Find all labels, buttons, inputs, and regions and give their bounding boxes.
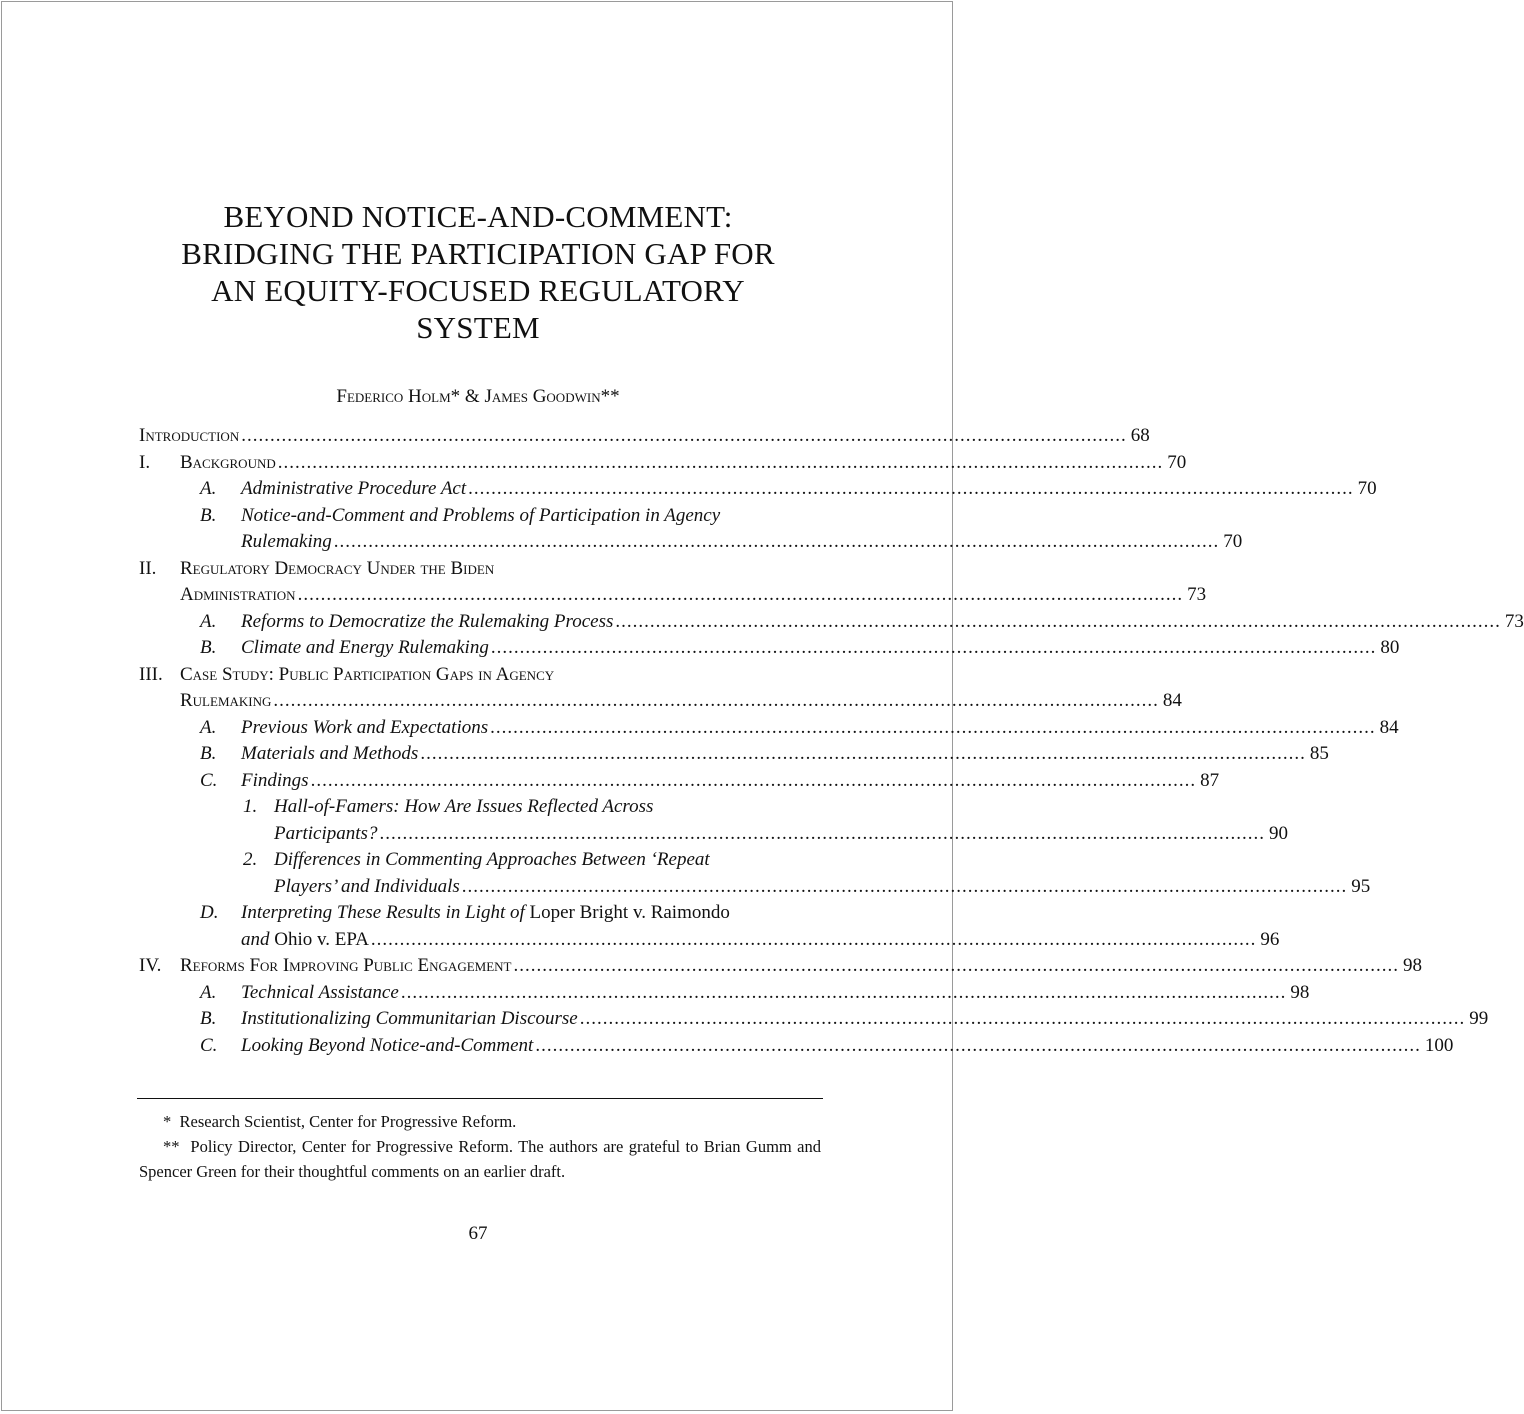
toc-leader: .......................................................................................................................................................... (297, 584, 1184, 605)
toc-entry-title: Reforms For Improving Public Engagement (180, 955, 512, 976)
toc-page-number: 68 (1130, 425, 1150, 446)
toc-entry (139, 715, 1399, 742)
toc-entry-continuation (139, 927, 1280, 954)
footnote-text: Research Scientist, Center for Progressive Reform. (179, 1112, 517, 1131)
toc-entry-title: Materials and Methods (241, 743, 419, 764)
toc-page-number: 70 (1357, 478, 1377, 499)
case-name: Ohio v. EPA (274, 928, 369, 950)
toc-entry-continuation (139, 582, 1207, 609)
toc-entry-number: A. (200, 716, 217, 738)
toc-entry (139, 450, 1187, 477)
table-of-contents (139, 423, 1524, 1059)
toc-entry (139, 794, 821, 821)
toc-leader: .......................................................................................................................................................... (490, 716, 1376, 738)
toc-page-number: 73 (1187, 584, 1207, 605)
toc-entry-title: Climate and Energy Rulemaking (241, 637, 489, 658)
page-number: 67 (468, 1223, 488, 1244)
toc-page-number: 84 (1379, 716, 1399, 738)
toc-entry-number: C. (200, 769, 218, 791)
toc-entry-title: Administrative Procedure Act (241, 478, 467, 499)
title-line: BEYOND NOTICE-AND-COMMENT: (223, 199, 733, 234)
toc-entry-title: Rulemaking (241, 531, 332, 552)
toc-entry-number: 2. (243, 849, 258, 870)
toc-entry-number: A. (200, 478, 217, 499)
toc-page-number: 90 (1268, 822, 1288, 844)
footnote-mark: * (163, 1112, 172, 1131)
toc-entry-title: Hall-of-Famers: How Are Issues Reflected Across (274, 796, 654, 817)
toc-leader: .......................................................................................................................................................... (400, 981, 1287, 1003)
toc-leader: .......................................................................................................................................................... (310, 769, 1197, 791)
toc-entry-number: D. (200, 902, 219, 923)
toc-entry-title: Differences in Commenting Approaches Between ‘Repeat (274, 849, 710, 870)
toc-leader: .......................................................................................................................................................... (461, 875, 1348, 897)
toc-entry-title: Findings (241, 769, 309, 791)
toc-entry (139, 609, 1524, 636)
toc-entry-number: B. (200, 743, 217, 764)
toc-entry-title (241, 900, 821, 927)
toc-entry-number: B. (200, 637, 217, 658)
toc-entry-title: Administration (180, 584, 296, 605)
toc-entry-title: Technical Assistance (241, 981, 399, 1003)
toc-entry (139, 900, 821, 927)
toc-leader: .......................................................................................................................................................... (420, 743, 1306, 764)
toc-entry-number: A. (200, 981, 217, 1003)
author-line: Federico Holm* & James Goodwin** (336, 386, 620, 407)
toc-leader: .......................................................................................................................................................... (535, 1034, 1421, 1056)
footnote-separator (137, 1098, 823, 1099)
toc-title-part: and (241, 928, 270, 950)
toc-page-number: 87 (1200, 769, 1220, 791)
toc-page-number: 80 (1380, 637, 1400, 658)
toc-page-number: 99 (1469, 1008, 1489, 1029)
toc-entry (139, 847, 821, 874)
toc-leader: .......................................................................................................................................................... (277, 451, 1164, 473)
toc-entry-title: Regulatory Democracy Under the Biden (180, 557, 495, 579)
document-page (1, 1, 1524, 1411)
toc-entry-title: Notice-and-Comment and Problems of Participation in Agency (241, 504, 721, 526)
toc-leader: .......................................................................................................................................................... (615, 610, 1501, 632)
toc-entry (139, 741, 1329, 768)
toc-leader: .......................................................................................................................................................... (370, 928, 1257, 950)
toc-entry-title: Institutionalizing Communitarian Discourse (241, 1008, 578, 1029)
toc-leader: .......................................................................................................................................................... (241, 425, 1127, 446)
toc-entry-number: I. (139, 451, 151, 473)
case-name: Loper Bright v. Raimondo (529, 902, 730, 923)
article-title (2, 198, 954, 346)
title-line: AN EQUITY-FOCUSED REGULATORY (211, 273, 745, 308)
toc-entry-number: C. (200, 1034, 218, 1056)
toc-entry-number: II. (139, 557, 157, 579)
toc-entry-number: 1. (243, 796, 258, 817)
toc-page-number: 70 (1167, 451, 1187, 473)
toc-entry (139, 980, 1310, 1007)
toc-entry (139, 503, 821, 530)
toc-entry-number: A. (200, 610, 217, 632)
toc-leader: .......................................................................................................................................................... (379, 822, 1265, 844)
toc-entry-title: Looking Beyond Notice-and-Comment (241, 1034, 534, 1056)
toc-entry-title: Players’ and Individuals (274, 875, 460, 897)
toc-page-number: 73 (1504, 610, 1524, 632)
toc-entry (139, 1033, 1454, 1060)
title-line: SYSTEM (416, 310, 540, 345)
toc-entry-continuation (139, 821, 1288, 848)
toc-entry-title: Previous Work and Expectations (241, 716, 489, 738)
footnote-mark: ** (163, 1137, 180, 1156)
toc-entry-title: Case Study: Public Participation Gaps in Agency (180, 663, 555, 685)
toc-page-number: 84 (1162, 690, 1182, 711)
toc-entry-title: Rulemaking (180, 690, 272, 711)
toc-leader: .......................................................................................................................................................... (490, 637, 1377, 658)
toc-entry (139, 476, 1377, 503)
toc-page-number: 98 (1290, 981, 1310, 1003)
toc-entry (139, 953, 1422, 980)
toc-title-part: Interpreting These Results in Light of (241, 902, 525, 923)
toc-entry (139, 556, 821, 583)
toc-leader: .......................................................................................................................................................... (468, 478, 1354, 499)
toc-entry-title: Reforms to Democratize the Rulemaking Process (241, 610, 614, 632)
toc-page-number: 95 (1351, 875, 1371, 897)
footnote (139, 1109, 821, 1134)
toc-page-number: 70 (1223, 531, 1243, 552)
toc-entry-number: B. (200, 1008, 217, 1029)
toc-page-number: 98 (1402, 955, 1422, 976)
toc-entry-continuation (139, 874, 1371, 901)
toc-entry (139, 635, 1400, 662)
title-line: BRIDGING THE PARTICIPATION GAP FOR (181, 236, 775, 271)
toc-page-number: 85 (1309, 743, 1329, 764)
toc-page-number: 100 (1424, 1034, 1454, 1056)
toc-entry (139, 768, 1220, 795)
toc-entry (139, 423, 1150, 450)
toc-leader: .......................................................................................................................................................... (579, 1008, 1466, 1029)
toc-entry (139, 662, 821, 689)
toc-leader: .......................................................................................................................................................... (333, 531, 1220, 552)
footnote-text: Policy Director, Center for Progressive Reform. The authors are grateful to Brian Gumm and Spencer Green for their thoughtful comments on an earlier draft. (139, 1137, 821, 1181)
toc-entry (139, 1006, 1489, 1033)
toc-entry-number: IV. (139, 955, 162, 976)
toc-entry-title: Background (180, 451, 276, 473)
footnote (139, 1134, 821, 1184)
toc-entry-continuation (139, 688, 1182, 715)
toc-entry-number: B. (200, 504, 217, 526)
toc-leader: .......................................................................................................................................................... (273, 690, 1159, 711)
toc-leader: .......................................................................................................................................................... (513, 955, 1399, 976)
toc-entry-continuation (139, 529, 1243, 556)
toc-entry-number: III. (139, 663, 163, 685)
toc-entry-title (241, 927, 371, 954)
toc-page-number: 96 (1260, 928, 1280, 950)
toc-entry-title: Participants? (274, 822, 378, 844)
toc-entry-title: Introduction (139, 425, 240, 446)
